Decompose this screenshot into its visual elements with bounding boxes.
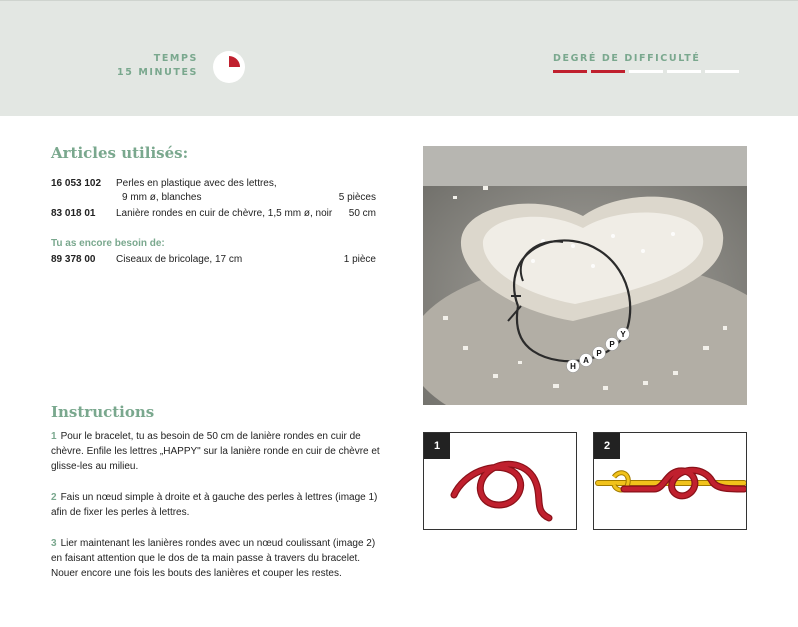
step-number: 1 — [51, 431, 57, 442]
difficulty-segment — [667, 70, 701, 73]
article-code: 89 378 00 — [51, 254, 96, 265]
bead-letter: P — [609, 340, 615, 349]
difficulty-meter — [553, 70, 748, 73]
difficulty-label: DEGRÉ DE DIFFICULTÉ — [553, 53, 701, 64]
instruction-step: 3 Lier maintenant les lanières rondes avec un nœud coulissant (image 2) en faisant attention que le dos de ta main passe à travers du bracelet. Nouer encore une fois les bouts des lanières et couper les restes. — [51, 538, 376, 579]
article-quantity: 50 cm — [348, 208, 376, 219]
header-band — [0, 0, 798, 116]
article-row — [51, 207, 376, 221]
instructions-title: Instructions — [51, 403, 155, 421]
instruction-step: 2 Fais un nœud simple à droite et à gauche des perles à lettres (image 1) afin de fixer les perles à lettres. — [51, 492, 378, 518]
article-description: Lanière rondes en cuir de chèvre, 1,5 mm ø, noir — [116, 208, 333, 219]
article-description: Ciseaux de bricolage, 17 cm — [116, 254, 243, 265]
figure-number: 1 — [424, 433, 450, 459]
difficulty-segment — [591, 70, 625, 73]
article-code: 83 018 01 — [51, 208, 96, 219]
instruction-step: 1 Pour le bracelet, tu as besoin de 50 cm de lanière rondes en cuir de chèvre. Enfile les lettres „HAPPY" sur la lanière ronde en cuir de chèvre et glisse-les au milieu. — [51, 431, 380, 472]
need-title: Tu as encore besoin de: — [51, 238, 165, 249]
figure-2 — [593, 432, 747, 530]
step-number: 3 — [51, 538, 57, 549]
time-value: 15 MINUTES — [117, 67, 198, 78]
clock-icon — [213, 51, 245, 83]
article-code: 16 053 102 — [51, 178, 102, 189]
bracelet-photo — [423, 146, 747, 405]
bead-letter: H — [570, 362, 576, 371]
article-quantity: 5 pièces — [338, 192, 376, 203]
difficulty-segment — [705, 70, 739, 73]
step-number: 2 — [51, 492, 57, 503]
article-row — [51, 177, 376, 205]
bracelet-photo-illustration — [423, 146, 747, 405]
difficulty-block — [553, 52, 748, 73]
bead-letter: Y — [620, 330, 626, 339]
bead-letter: A — [583, 356, 589, 365]
difficulty-segment — [553, 70, 587, 73]
articles-title: Articles utilisés: — [51, 144, 189, 162]
need-row — [51, 253, 376, 267]
time-label: TEMPS — [153, 53, 198, 64]
figure-number: 2 — [594, 433, 620, 459]
article-description: Perles en plastique avec des lettres, 9 mm ø, blanches — [116, 178, 277, 203]
figure-1 — [423, 432, 577, 530]
time-block — [100, 52, 198, 80]
bead-letter: P — [596, 349, 602, 358]
difficulty-segment — [629, 70, 663, 73]
article-quantity: 1 pièce — [343, 254, 376, 265]
